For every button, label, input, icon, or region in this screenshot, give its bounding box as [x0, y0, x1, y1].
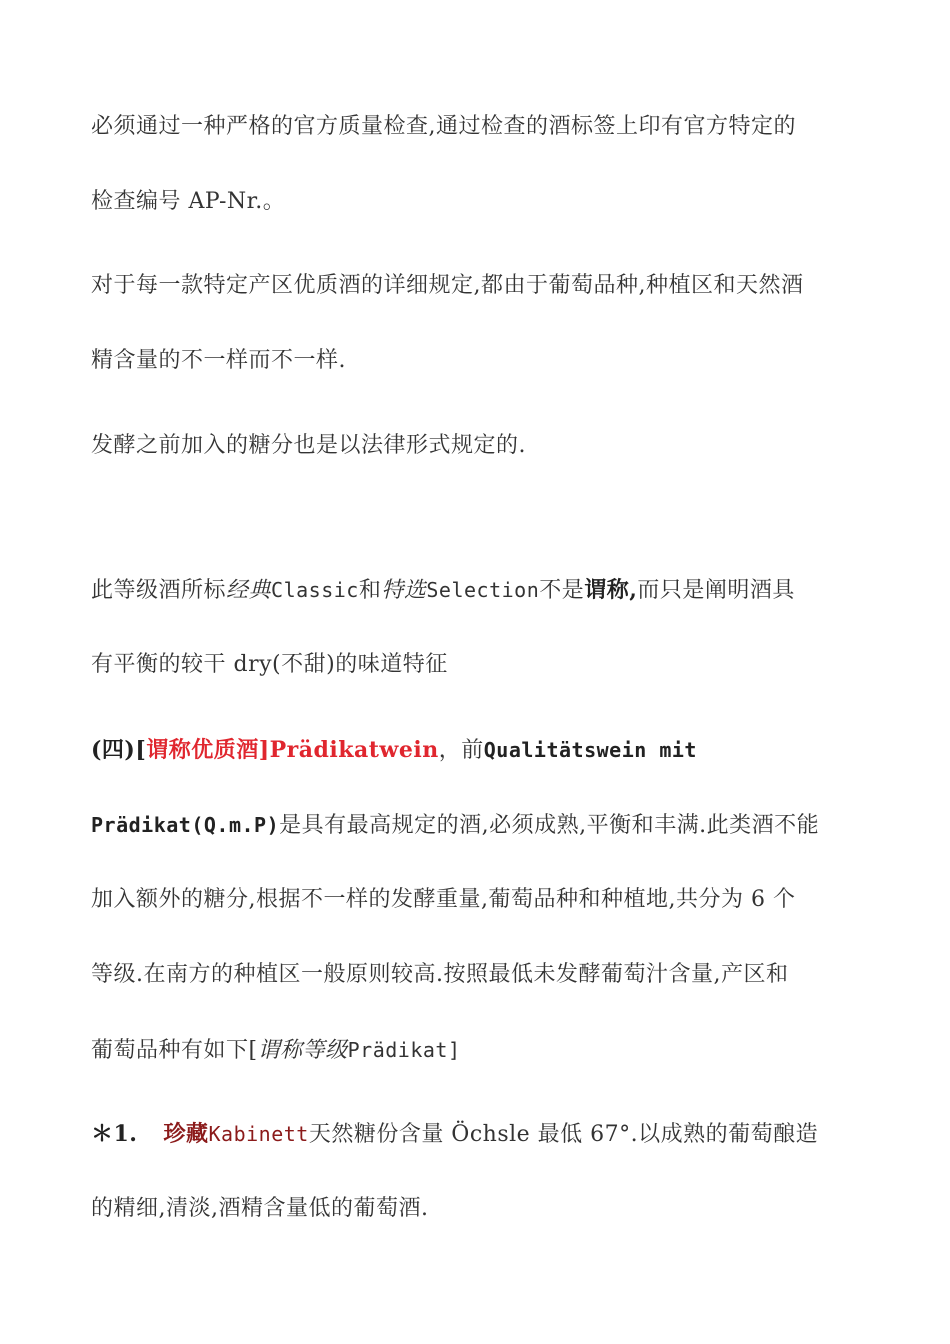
text: 而只是阐明酒具	[637, 578, 795, 603]
text: 对于每一款特定产区优质酒的详细规定,都由于葡萄品种,种植区和天然酒	[91, 273, 804, 298]
text: 加入额外的糖分,根据不一样的发酵重量,葡萄品种和种植地,共分为 6 个	[91, 887, 796, 912]
paragraph-line	[91, 960, 788, 990]
paragraph-line	[91, 271, 804, 301]
text: 发酵之前加入的糖分也是以法律形式规定的.	[91, 433, 526, 458]
term-selection-cn: 特选	[381, 578, 427, 603]
grade-name-de: Kabinett	[208, 1122, 309, 1146]
text: 是具有最高规定的酒,必须成熟,平衡和丰满.此类酒不能	[279, 813, 820, 838]
text: 检查编号 AP-Nr.。	[91, 189, 286, 214]
list-item-continued	[91, 1194, 428, 1224]
term-selection-en: Selection	[426, 578, 540, 602]
paragraph-line	[91, 810, 819, 841]
section-title: 谓称优质酒]Prädikatwein	[146, 737, 439, 763]
text: 等级.在南方的种植区一般原则较高.按照最低未发酵葡萄汁含量,产区和	[91, 962, 789, 987]
term-praedikat-bold: 谓称,	[584, 577, 638, 603]
section-number: (四)[	[91, 737, 147, 763]
text: 有平衡的较干 dry(不甜)的味道特征	[91, 652, 448, 677]
text: 的精细,清淡,酒精含量低的葡萄酒.	[91, 1196, 429, 1221]
text: 和	[358, 578, 382, 603]
old-name: Qualitätswein mit	[483, 738, 697, 762]
classic-selection-line	[91, 575, 795, 606]
paragraph-line	[91, 1035, 460, 1066]
text: 精含量的不一样而不一样.	[91, 348, 346, 373]
paragraph-line	[91, 346, 346, 376]
grade-name-cn: 珍藏	[163, 1121, 209, 1147]
term-praedikat-grade: 谓称等级	[257, 1038, 348, 1063]
text: 此等级酒所标	[91, 578, 227, 603]
paragraph-line	[91, 112, 796, 142]
text: 必须通过一种严格的官方质量检查,通过检查的酒标签上印有官方特定的	[91, 114, 796, 139]
term-classic-cn: 经典	[226, 578, 272, 603]
old-name-continued: Prädikat(Q.m.P)	[91, 813, 280, 837]
term-classic-en: Classic	[271, 578, 359, 602]
paragraph-line	[91, 885, 795, 915]
section-heading	[91, 735, 697, 766]
text: Prädikat]	[347, 1038, 461, 1062]
list-item	[91, 1119, 818, 1150]
classic-selection-line-2	[91, 650, 448, 680]
paragraph-line	[91, 431, 526, 461]
text: ，前	[438, 738, 484, 763]
list-marker: ＊1.	[91, 1121, 138, 1147]
paragraph-line	[91, 187, 285, 217]
text: 天然糖份含量 Öchsle 最低 67°.以成熟的葡萄酿造	[308, 1122, 819, 1147]
text: 不是	[539, 578, 585, 603]
text: 葡萄品种有如下[	[91, 1038, 258, 1063]
